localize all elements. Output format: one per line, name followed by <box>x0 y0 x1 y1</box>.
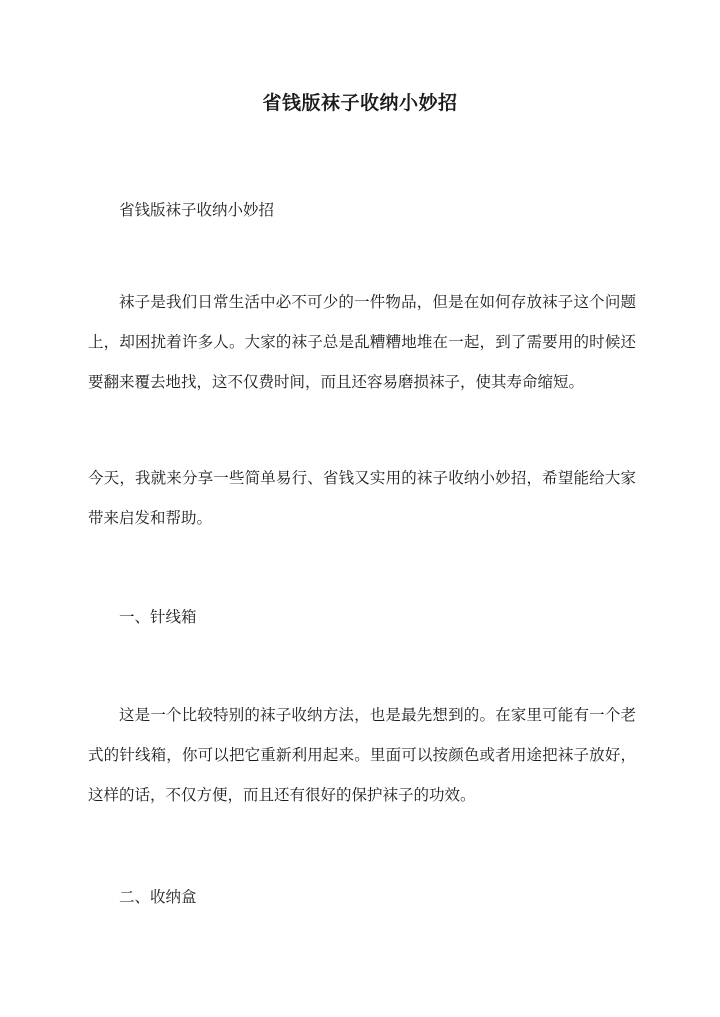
intro-paragraph-1: 袜子是我们日常生活中必不可少的一件物品，但是在如何存放袜子这个问题上，却困扰着许多人。大家的袜子总是乱糟糟地堆在一起，到了需要用的时候还要翻来覆去地找，这不仅费时间，而且还容易磨损袜子，使其寿命缩短。 <box>88 293 636 391</box>
section-1-body: 这是一个比较特别的袜子收纳方法，也是最先想到的。在家里可能有一个老式的针线箱，你可以把它重新利用起来。里面可以按颜色或者用途把袜子放好，这样的话，不仅方便，而且还有很好的保护袜子的功效。 <box>88 706 636 804</box>
document-subtitle: 省钱版袜子收纳小妙招 <box>119 201 275 219</box>
intro-paragraph-2: 今天，我就来分享一些简单易行、省钱又实用的袜子收纳小妙招，希望能给大家带来启发和帮助。 <box>88 469 636 527</box>
section-heading-2: 二、收纳盒 <box>119 888 197 906</box>
document-title: 省钱版袜子收纳小妙招 <box>262 92 458 114</box>
section-heading-1: 一、针线箱 <box>119 608 197 626</box>
